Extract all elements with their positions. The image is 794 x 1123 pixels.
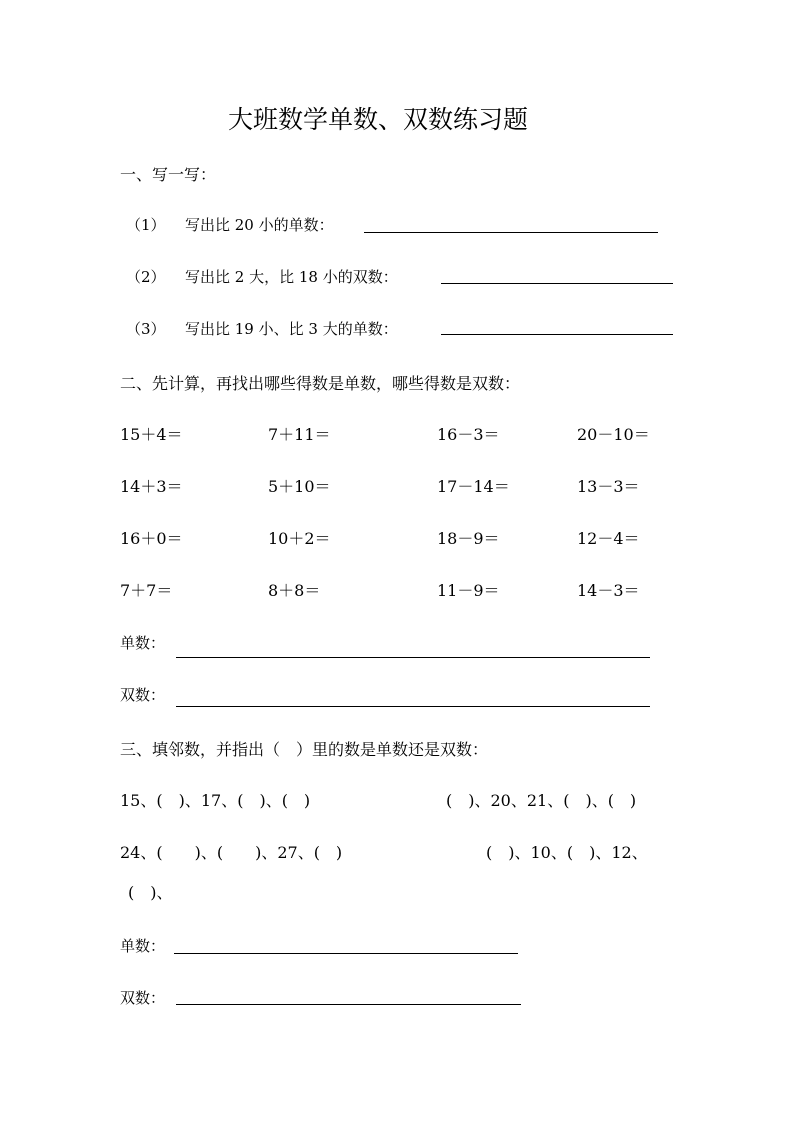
- equation: 11－9＝: [437, 581, 500, 600]
- section2-odd-answer-line[interactable]: [176, 657, 650, 658]
- equation: 14－3＝: [577, 581, 640, 600]
- question-2-number: （2）: [126, 268, 166, 286]
- question-3-text: 写出比 19 小、比 3 大的单数：: [185, 320, 398, 338]
- equation: 7＋7＝: [120, 581, 173, 600]
- equation: 18－9＝: [437, 529, 500, 548]
- equation: 12－4＝: [577, 529, 640, 548]
- equation: 17－14＝: [437, 477, 510, 496]
- equation: 13－3＝: [577, 477, 640, 496]
- equation: 16－3＝: [437, 425, 500, 444]
- question-3-answer-line[interactable]: [441, 334, 673, 335]
- question-2-answer-line[interactable]: [441, 283, 673, 284]
- question-1-text: 写出比 20 小的单数：: [185, 216, 334, 234]
- section3-odd-label: 单数：: [120, 937, 166, 955]
- section3-even-answer-line[interactable]: [176, 1004, 521, 1005]
- question-1-answer-line[interactable]: [364, 232, 658, 233]
- section3-even-label: 双数：: [120, 989, 166, 1007]
- page-title: 大班数学单数、双数练习题: [227, 105, 528, 134]
- equation: 10＋2＝: [268, 529, 331, 548]
- equation: 15＋4＝: [120, 425, 183, 444]
- sequence-3: 24、( )、( )、27、( ): [120, 843, 343, 862]
- question-1-number: （1）: [126, 216, 166, 234]
- section1-heading: 一、写一写：: [120, 165, 217, 184]
- sequence-1: 15、( )、17、( )、( ): [120, 791, 311, 810]
- sequence-4-continued: ( )、: [128, 883, 173, 902]
- equation: 16＋0＝: [120, 529, 183, 548]
- question-3-number: （3）: [126, 320, 166, 338]
- equation: 5＋10＝: [268, 477, 331, 496]
- section2-odd-label: 单数：: [120, 634, 166, 652]
- sequence-2: ( )、20、21、( )、( ): [446, 791, 637, 810]
- section2-heading: 二、先计算，再找出哪些得数是单数，哪些得数是双数：: [120, 374, 521, 393]
- section2-even-label: 双数：: [120, 686, 166, 704]
- question-2-text: 写出比 2 大，比 18 小的双数：: [185, 268, 398, 286]
- equation: 14＋3＝: [120, 477, 183, 496]
- section2-even-answer-line[interactable]: [176, 706, 650, 707]
- equation: 20－10＝: [577, 425, 650, 444]
- equation: 8＋8＝: [268, 581, 321, 600]
- section3-odd-answer-line[interactable]: [174, 953, 518, 954]
- equation: 7＋11＝: [268, 425, 331, 444]
- sequence-4: ( )、10、( )、12、: [486, 843, 648, 862]
- section3-heading: 三、填邻数，并指出（ ）里的数是单数还是双数：: [120, 740, 489, 759]
